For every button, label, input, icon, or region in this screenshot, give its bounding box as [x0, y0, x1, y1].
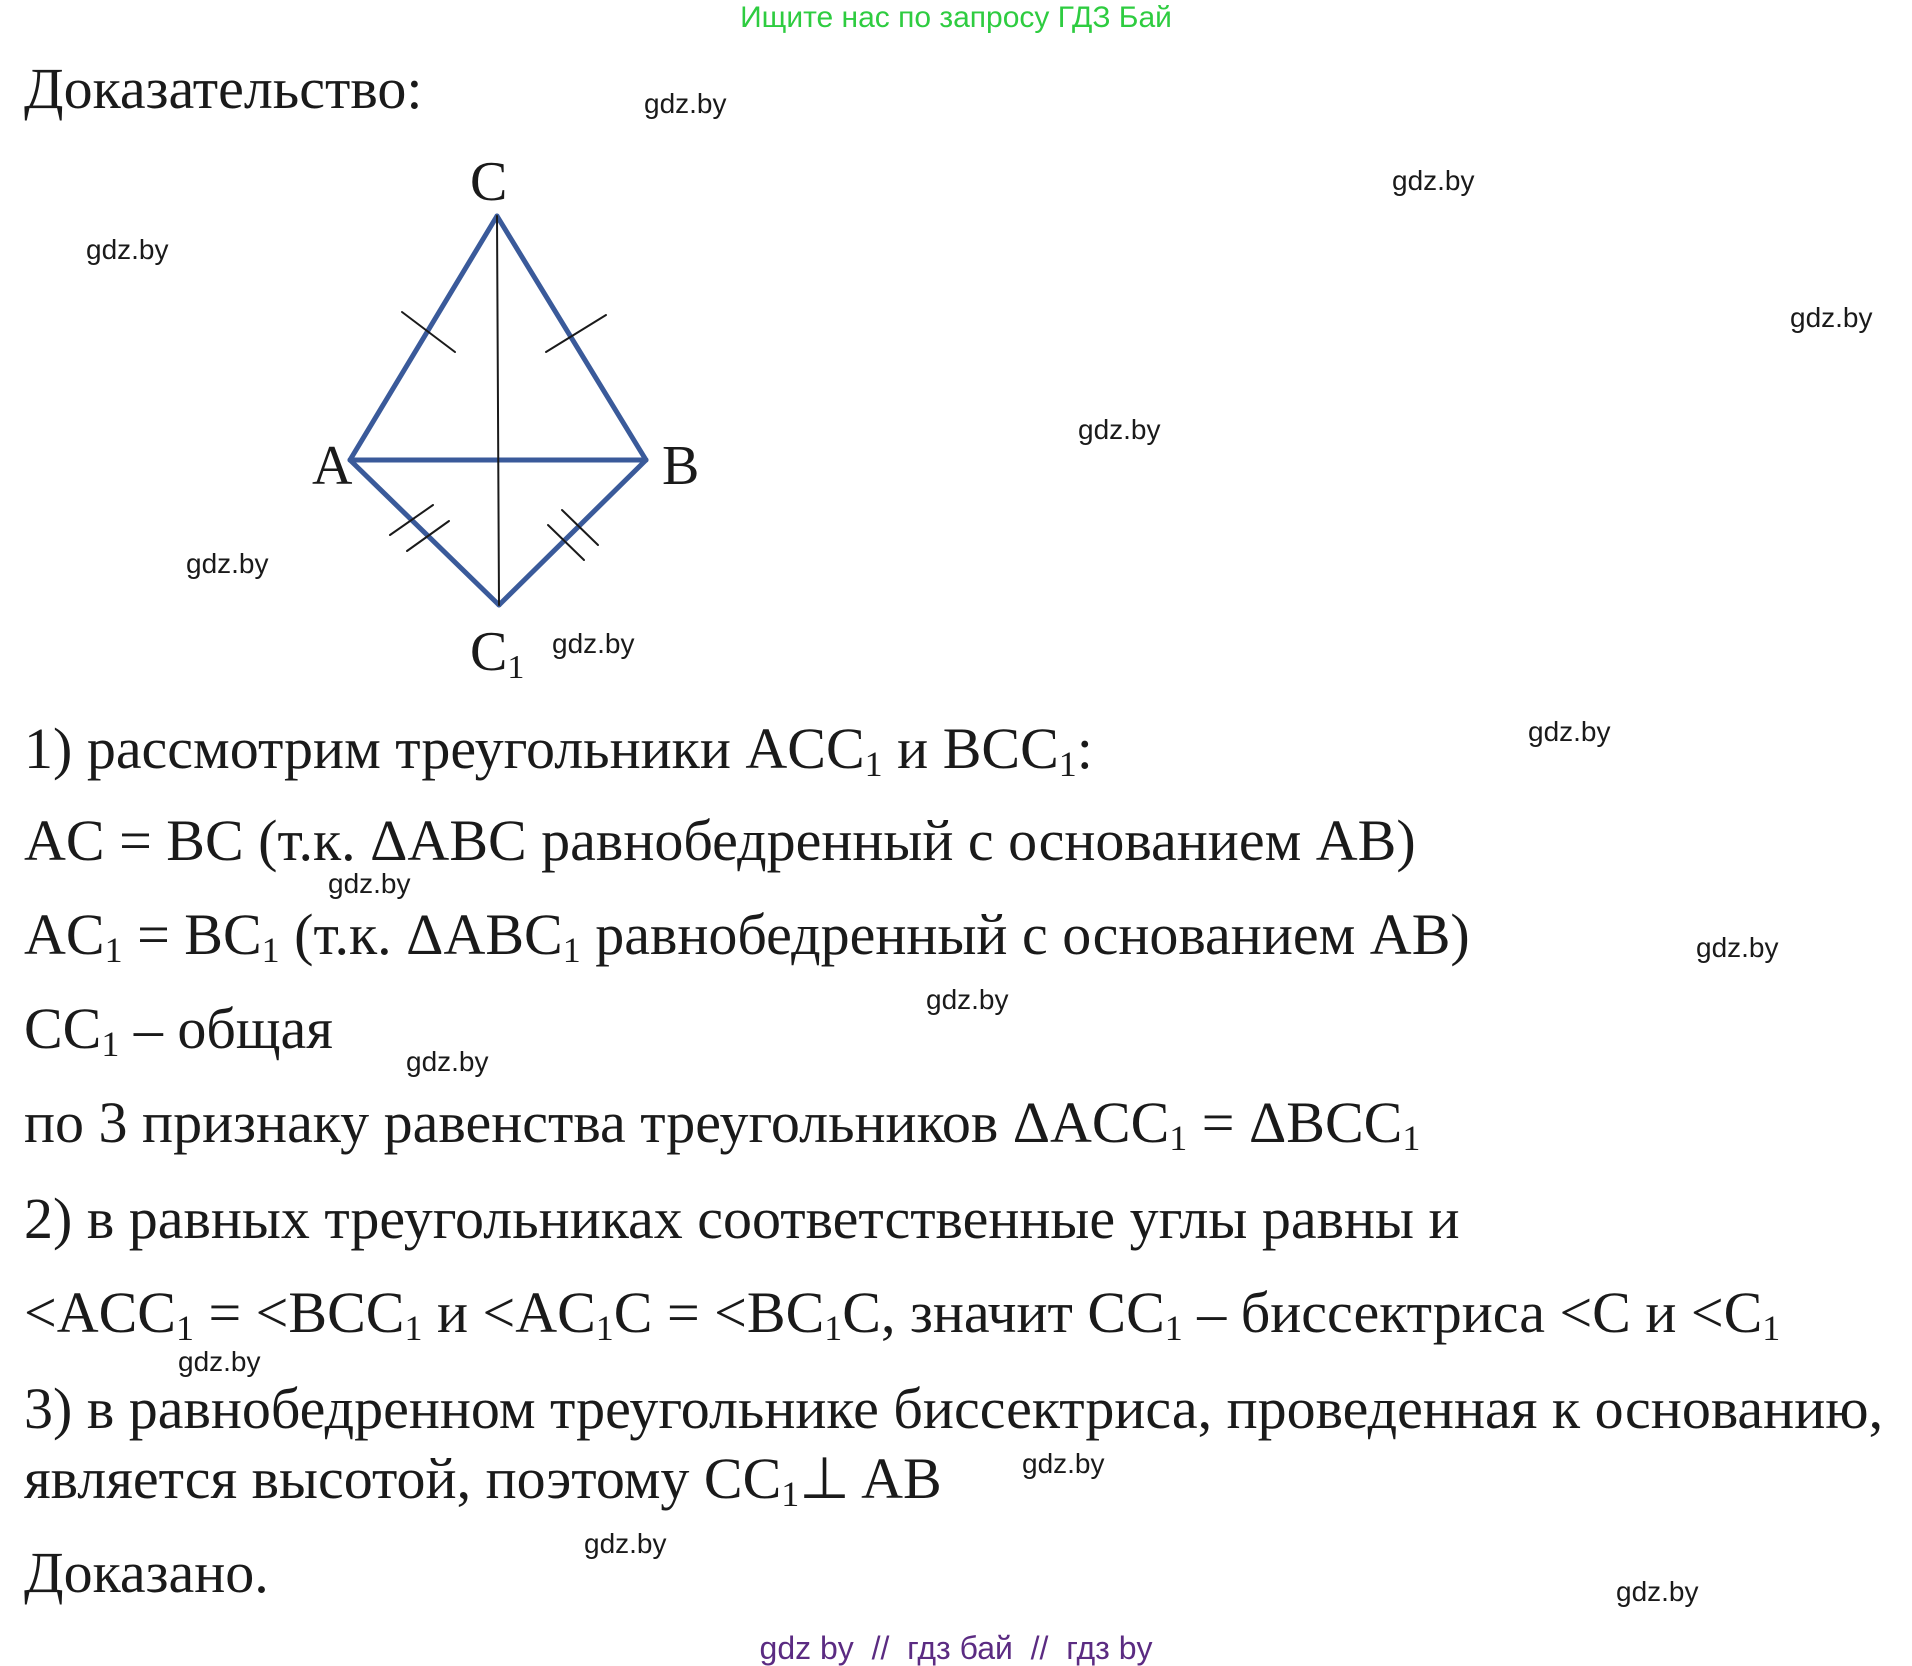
watermark-text: gdz.by [328, 868, 411, 899]
proof-line-4: $CC_1$ – общая [24, 996, 333, 1064]
watermark-text: gdz.by [1616, 1576, 1699, 1607]
side-ac [350, 216, 497, 460]
watermark-text: gdz.by [1392, 165, 1475, 196]
proof-heading: Доказательство: [24, 56, 423, 121]
rhombus-diagram [0, 0, 1912, 700]
proof-line-8: 3) в равнобедренном треугольнике биссектриса, проведенная к основанию, [24, 1376, 1884, 1441]
watermark-text: gdz.by [1696, 932, 1779, 963]
watermark-text: gdz.by [644, 88, 727, 119]
watermark-text: gdz.by [584, 1528, 667, 1559]
watermark-text: gdz.by [1528, 716, 1611, 747]
tick-ac1-1 [390, 505, 433, 535]
proof-line-1: 1) рассмотрим треугольники $ACC_1$ и $BCC_1$: [24, 716, 1093, 784]
vertex-label-b: B [662, 435, 700, 497]
proof-line-6: 2) в равных треугольниках соответственные углы равны и [24, 1186, 1460, 1251]
proof-line-2: AC = BC (т.к. ΔABC равнобедренный с основанием AB) [24, 808, 1416, 873]
watermark-text: gdz.by [1078, 414, 1161, 445]
side-bc1 [499, 460, 646, 605]
vertex-label-c1 [470, 621, 524, 686]
watermark-text: gdz.by [926, 984, 1009, 1015]
vertex-label-c1-sub: 1 [507, 649, 525, 686]
side-bc [497, 216, 646, 460]
proof-conclusion: Доказано. [24, 1540, 269, 1605]
proof-line-5: по 3 признаку равенства треугольников $\Delta ACC_1 = \Delta BCC_1$ [24, 1090, 1421, 1158]
watermark-text: gdz.by [1790, 302, 1873, 333]
watermark-text: gdz.by [178, 1346, 261, 1377]
watermark-text: gdz.by [186, 548, 269, 579]
tick-ac [402, 312, 455, 352]
tick-ac1-2 [407, 521, 449, 551]
watermark-text: gdz.by [1022, 1448, 1105, 1479]
vertex-label-c1-main: C [470, 621, 508, 683]
segment-cc1 [497, 216, 499, 605]
footer-links: gdz by // гдз бай // гдз by [759, 1630, 1153, 1666]
proof-line-9: является высотой, поэтому $CC_1\perp$ AB [24, 1446, 942, 1514]
proof-line-7: $<ACC_1 = <BCC_1$ $и <AC_1C = <BC_1C$, значит $CC_1$ – биссектриса <C $и <C_1$ [24, 1280, 1781, 1348]
vertex-label-a: A [312, 435, 353, 497]
watermark-text: gdz.by [86, 234, 169, 265]
vertex-label-c: C [470, 151, 508, 213]
watermark-text: gdz.by [406, 1046, 489, 1077]
side-ac1 [350, 460, 499, 605]
top-banner: Ищите нас по запросу ГДЗ Бай [740, 1, 1172, 34]
proof-line-3: $AC_1 = BC_1$ (т.к. $\Delta ABC_1$ равнобедренный с основанием AB) [24, 902, 1470, 970]
watermark-text: gdz.by [552, 628, 635, 659]
